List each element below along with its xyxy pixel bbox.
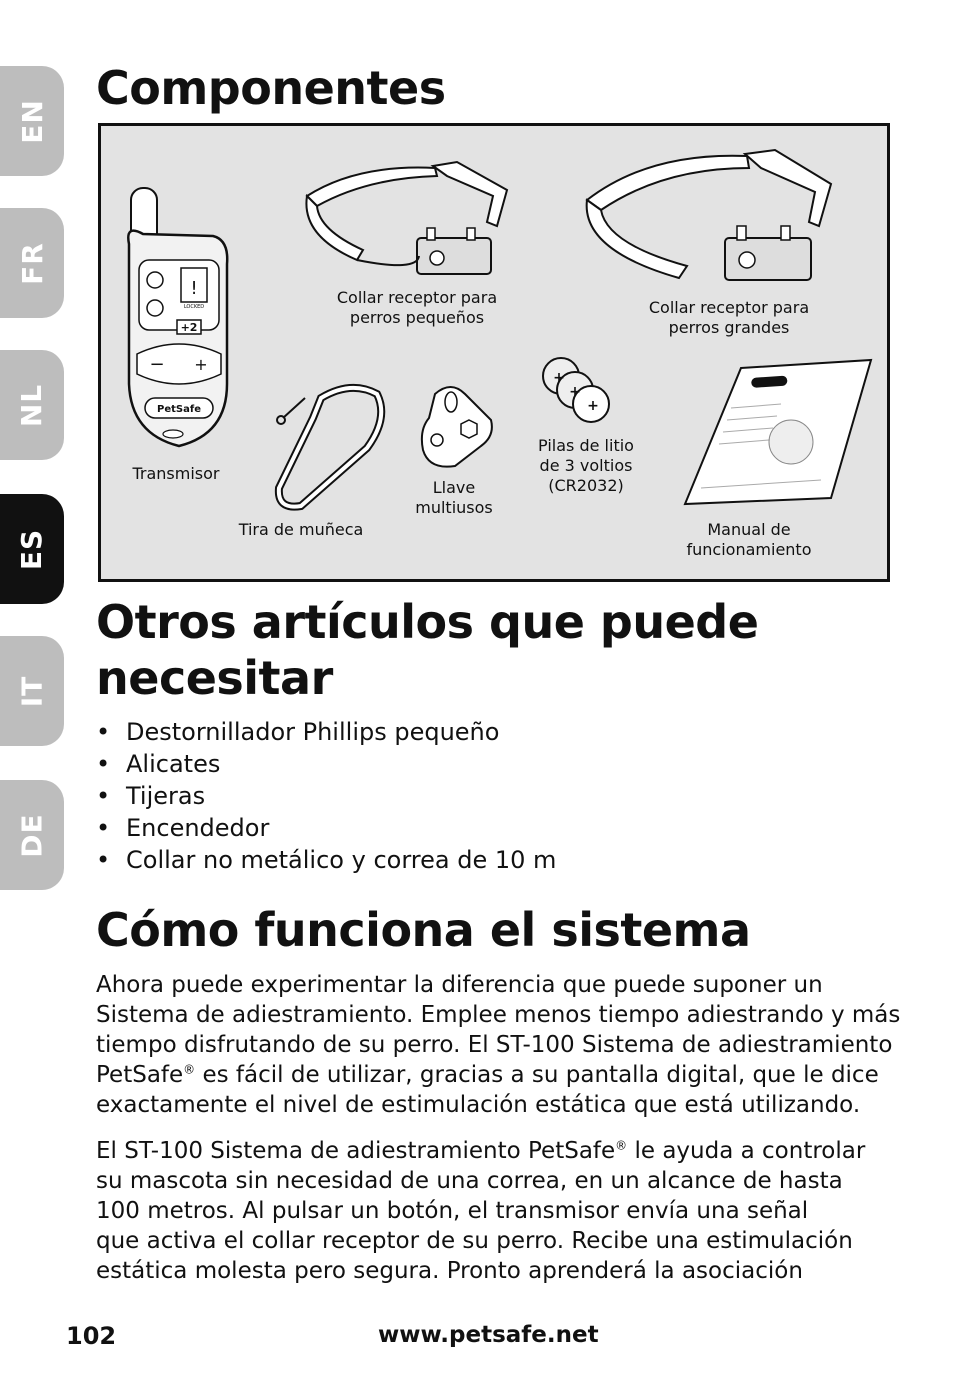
bullet: • [96, 718, 111, 746]
svg-text:!: ! [188, 278, 200, 299]
text-fragment: le ayuda a controlar [627, 1138, 866, 1164]
text-line: su mascota sin necesidad de una correa, en un alcance de hasta [96, 1168, 843, 1194]
svg-text:+: + [569, 384, 581, 400]
label-line: multiusos [415, 498, 493, 517]
label-line: Collar receptor para [336, 288, 498, 307]
svg-text:+: + [194, 355, 208, 374]
list-item [96, 812, 556, 844]
label-line: Collar receptor para [648, 298, 810, 317]
tab-label: ES [15, 528, 49, 570]
bullet: • [96, 814, 111, 842]
list-item-text: Collar no metálico y correa de 10 m [126, 846, 557, 874]
svg-text:−: − [149, 354, 165, 375]
label-line: Pilas de litio [538, 436, 634, 455]
label-manual [671, 520, 827, 560]
tab-label: NL [15, 383, 49, 427]
text-line: estática molesta pero segura. Pronto aprenderá la asociación [96, 1258, 803, 1284]
bullet: • [96, 750, 111, 778]
registered-mark: ® [615, 1138, 628, 1153]
svg-text:+: + [587, 398, 599, 414]
text-line: 100 metros. Al pulsar un botón, el transmisor envía una señal [96, 1198, 809, 1224]
label-line: Llave [432, 478, 476, 497]
section-title-otros-articulos: Otros artículos que puede necesitar [96, 595, 759, 705]
text-fragment: PetSafe [96, 1062, 184, 1088]
petsafe-logo: PetSafe [157, 404, 201, 415]
text-fragment: es fácil de utilizar, gracias a su pantalla digital, que le dice [195, 1062, 879, 1088]
light-button-icon [147, 300, 163, 316]
label-wrist-strap: Tira de muñeca [238, 520, 364, 539]
language-tab-de[interactable] [0, 780, 64, 890]
label-multitool [399, 478, 509, 518]
section-title-como-funciona: Cómo funciona el sistema [96, 903, 751, 957]
paragraph-intro [96, 970, 901, 1120]
list-item [96, 748, 556, 780]
list-item-text: Encendedor [126, 814, 270, 842]
bullet: • [96, 846, 111, 874]
footer-url[interactable]: www.petsafe.net [378, 1322, 599, 1348]
section-title-componentes: Componentes [96, 61, 446, 115]
label-batteries [521, 436, 651, 496]
registered-mark: ® [183, 1062, 196, 1077]
text-line: Sistema de adiestramiento. Emplee menos tiempo adiestrando y más [96, 1002, 901, 1028]
svg-text:+: + [553, 370, 565, 386]
text-line [96, 1136, 896, 1166]
list-item-text: Destornillador Phillips pequeño [126, 718, 500, 746]
list-item [96, 844, 556, 876]
plus2-button-label: +2 [180, 321, 198, 334]
text-line: tiempo disfrutando de su perro. El ST-100 Sistema de adiestramiento [96, 1032, 893, 1058]
paragraph-how-it-works [96, 1136, 896, 1286]
language-tab-es[interactable] [0, 494, 64, 604]
wrist-strap-illustration [261, 378, 391, 514]
bullet: • [96, 782, 111, 810]
components-panel [98, 123, 890, 582]
tone-button-icon [147, 272, 163, 288]
language-tab-nl[interactable] [0, 350, 64, 460]
text-line: que activa el collar receptor de su perro. Recibe una estimulación [96, 1228, 853, 1254]
large-collar-illustration [579, 146, 847, 288]
text-line [96, 1060, 896, 1090]
list-item-text: Alicates [126, 750, 221, 778]
label-line: funcionamiento [686, 540, 812, 559]
text-fragment: El ST-100 Sistema de adiestramiento PetSafe [96, 1138, 616, 1164]
small-collar-illustration [297, 156, 527, 280]
list-item [96, 716, 556, 748]
label-small-collar [307, 288, 527, 328]
tab-label: EN [15, 98, 49, 144]
language-tab-fr[interactable] [0, 208, 64, 318]
tab-label: FR [15, 241, 49, 285]
manual-illustration [681, 358, 877, 508]
label-transmitter: Transmisor [132, 464, 220, 483]
multitool-illustration [415, 380, 495, 470]
language-tab-it[interactable] [0, 636, 64, 746]
label-line: perros grandes [668, 318, 790, 337]
tab-label: DE [15, 812, 49, 858]
lcd-text: LOCKED [183, 304, 205, 310]
label-line: Manual de [707, 520, 791, 539]
list-item [96, 780, 556, 812]
label-line: de 3 voltios [539, 456, 633, 475]
tab-label: IT [15, 675, 49, 707]
label-line: (CR2032) [548, 476, 624, 495]
transmitter-illustration [123, 184, 233, 454]
items-list [96, 716, 556, 876]
label-line: perros pequeños [349, 308, 485, 327]
label-large-collar [617, 298, 841, 338]
text-line: Ahora puede experimentar la diferencia que puede suponer un [96, 972, 823, 998]
text-line: exactamente el nivel de estimulación estática que está utilizando. [96, 1092, 861, 1118]
language-tab-en[interactable] [0, 66, 64, 176]
page-number: 102 [66, 1322, 117, 1350]
batteries-illustration [537, 352, 617, 432]
list-item-text: Tijeras [126, 782, 206, 810]
